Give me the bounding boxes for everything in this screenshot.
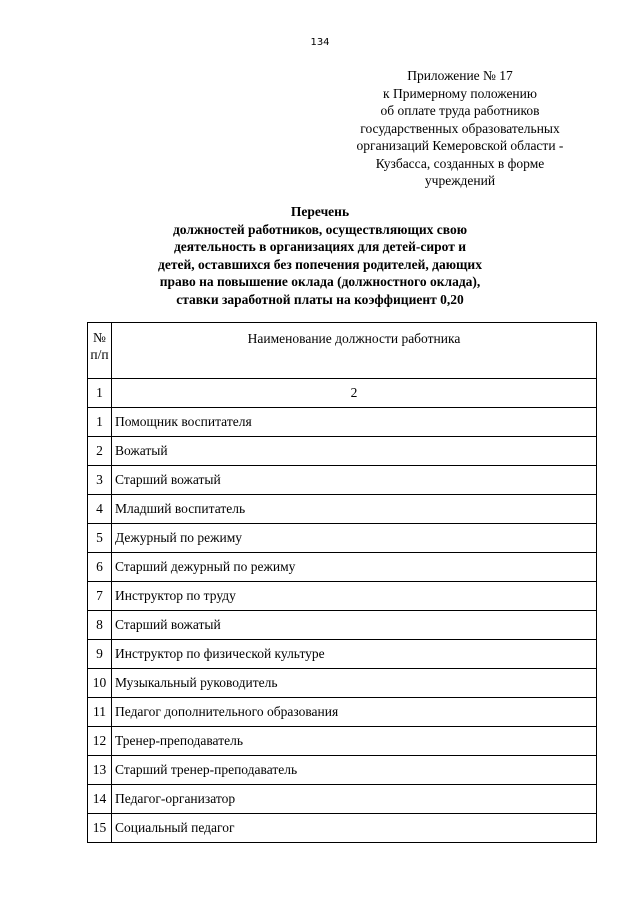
position-name: Старший вожатый [112, 611, 597, 640]
position-name: Педагог дополнительного образования [112, 698, 597, 727]
position-name: Инструктор по труду [112, 582, 597, 611]
appendix-line: учреждений [424, 173, 496, 188]
table-row [88, 553, 597, 582]
header-number-line1: № [93, 330, 106, 345]
header-number-line2: п/п [90, 347, 109, 362]
row-number: 14 [88, 785, 112, 814]
table-row [88, 727, 597, 756]
position-name: Музыкальный руководитель [112, 669, 597, 698]
table-row [88, 466, 597, 495]
row-number: 1 [88, 408, 112, 437]
title-line: Перечень [290, 204, 350, 219]
title-line: детей, оставшихся без попечения родителей, дающих [158, 256, 482, 272]
row-number: 13 [88, 756, 112, 785]
title-line: должностей работников, осуществляющих свою [172, 221, 468, 237]
position-name: Помощник воспитателя [112, 408, 597, 437]
page-number: 134 [310, 37, 330, 48]
title-line: право на повышение оклада (должностного оклада), [159, 274, 481, 289]
position-name: Педагог-организатор [112, 785, 597, 814]
row-number: 15 [88, 814, 112, 843]
row-number: 10 [88, 669, 112, 698]
table-header-row [88, 323, 597, 379]
position-name: Вожатый [112, 437, 597, 466]
column-number-2: 2 [112, 379, 597, 408]
position-name: Дежурный по режиму [112, 524, 597, 553]
position-name: Социальный педагог [112, 814, 597, 843]
row-number: 7 [88, 582, 112, 611]
row-number: 8 [88, 611, 112, 640]
row-number: 2 [88, 437, 112, 466]
row-number: 6 [88, 553, 112, 582]
table-row [88, 669, 597, 698]
position-name: Инструктор по физической культуре [112, 640, 597, 669]
table-row [88, 582, 597, 611]
table-row [88, 611, 597, 640]
table-row [88, 524, 597, 553]
position-name: Старший вожатый [112, 466, 597, 495]
table-row [88, 640, 597, 669]
table-row [88, 495, 597, 524]
column-number-1: 1 [88, 379, 112, 408]
row-number: 9 [88, 640, 112, 669]
position-name: Младший воспитатель [112, 495, 597, 524]
appendix-line: государственных образовательных [360, 120, 560, 136]
appendix-line: Приложение № 17 [407, 68, 513, 83]
title-line: деятельность в организациях для детей-сирот и [173, 239, 467, 254]
table-row [88, 785, 597, 814]
row-number: 12 [88, 727, 112, 756]
document-title [80, 203, 560, 308]
row-number: 4 [88, 495, 112, 524]
column-numbering-row [88, 379, 597, 408]
row-number: 5 [88, 524, 112, 553]
appendix-line: к Примерному положению [383, 85, 537, 101]
table-row [88, 408, 597, 437]
header-name-cell: Наименование должности работника [112, 323, 597, 379]
header-number-cell [88, 323, 112, 379]
position-name: Тренер-преподаватель [112, 727, 597, 756]
title-line: ставки заработной платы на коэффициент 0,20 [176, 291, 464, 307]
appendix-line: Кузбасса, созданных в форме [375, 155, 545, 171]
table-row [88, 814, 597, 843]
appendix-line: организаций Кемеровской области - [356, 138, 564, 153]
table-row [88, 756, 597, 785]
appendix-line: об оплате труда работников [380, 103, 540, 118]
table-row [88, 698, 597, 727]
row-number: 3 [88, 466, 112, 495]
appendix-header [330, 67, 590, 190]
position-name: Старший дежурный по режиму [112, 553, 597, 582]
row-number: 11 [88, 698, 112, 727]
position-name: Старший тренер-преподаватель [112, 756, 597, 785]
table-row [88, 437, 597, 466]
positions-table [87, 322, 597, 843]
